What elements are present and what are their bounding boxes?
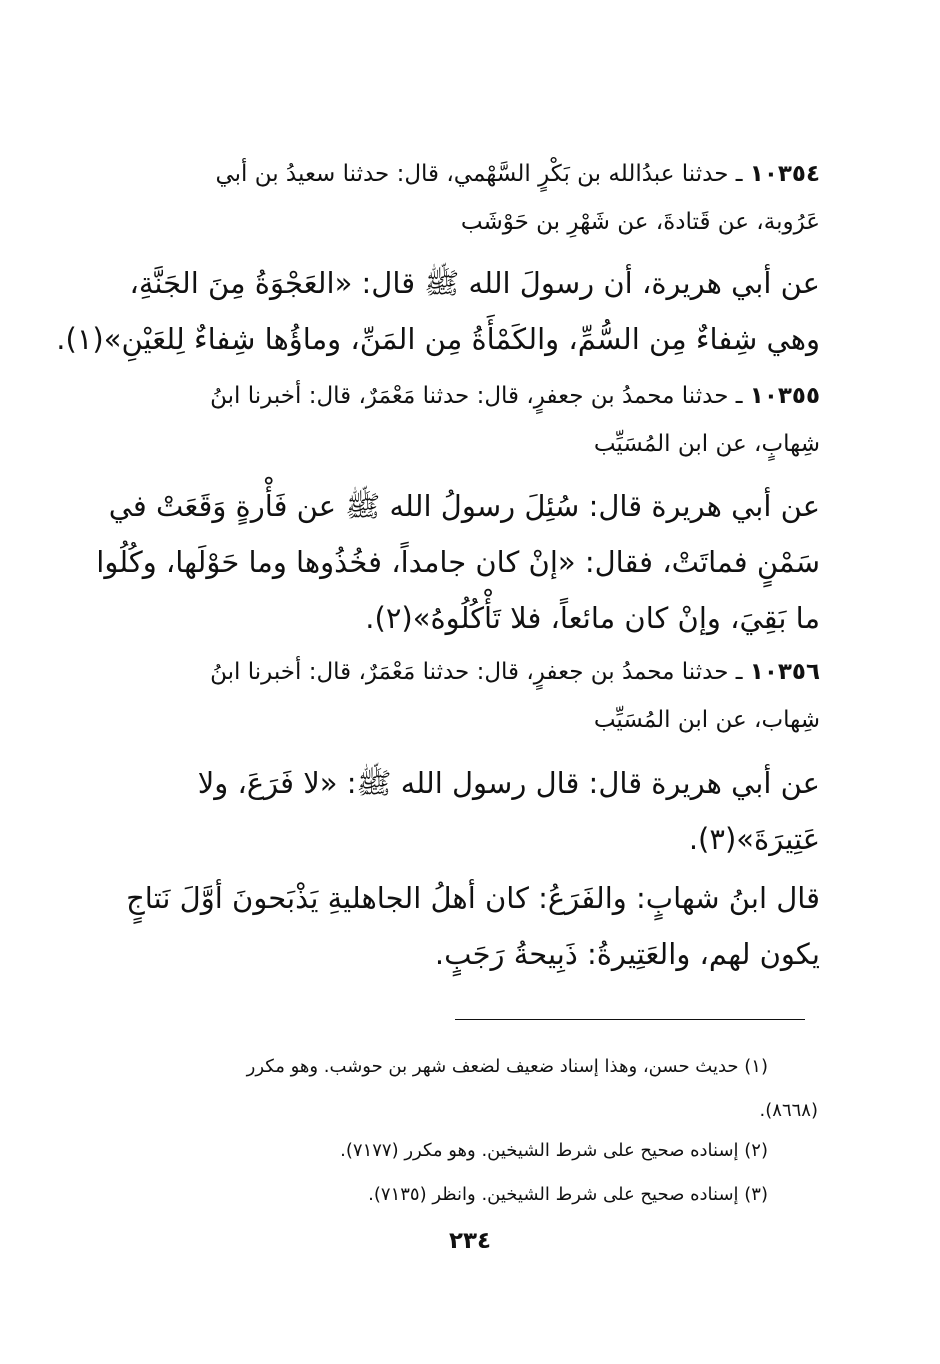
hadith-10355-isnad <box>120 372 820 468</box>
isnad-line <box>120 150 820 198</box>
commentary <box>120 870 820 982</box>
hadith-number: ١٠٣٥٦ <box>749 659 820 685</box>
matn-line: ما بَقِيَ، وإنْ كان مائعاً، فلا تَأْكُلُوهُ»(٢). <box>365 601 820 635</box>
footnote-1: (١) حديث حسن، وهذا إسناد ضعيف لضعف شهر بن حوشب. وهو مكرر <box>246 1056 768 1077</box>
footnote-2: (٢) إسناده صحيح على شرط الشيخين. وهو مكرر (٧١٧٧). <box>340 1140 768 1161</box>
hadith-10356-matn <box>120 755 820 867</box>
matn-line: عَتِيرَةَ»(٣). <box>688 822 820 856</box>
hadith-10356-isnad <box>120 648 820 744</box>
matn-line: سَمْنٍ فماتَتْ، فقال: «إنْ كان جامداً، فخُذُوها وما حَوْلَها، وكُلُوا <box>96 545 820 579</box>
isnad-line: شِهاب، عن ابن المُسَيِّب <box>593 707 820 733</box>
hadith-number: ١٠٣٥٥ <box>749 383 820 409</box>
footnote-1-continued: (٨٦٦٨). <box>759 1100 818 1121</box>
isnad-line <box>120 648 820 696</box>
commentary-line: قال ابنُ شهابٍ: والفَرَعُ: كان أهلُ الجاهليةِ يَذْبَحونَ أوَّلَ نَتاجٍ <box>126 881 820 915</box>
isnad-line: عَرُوبة، عن قَتادةَ، عن شَهْرِ بن حَوْشَب <box>460 209 820 235</box>
matn-line: عن أبي هريرة قال: قال رسول الله ﷺ: «لا فَرَعَ، ولا <box>197 766 820 800</box>
page-number: ٢٣٤ <box>448 1228 492 1254</box>
isnad-text: ـ حدثنا محمدُ بن جعفرٍ، قال: حدثنا مَعْمَرٌ، قال: أخبرنا ابنُ <box>210 659 743 685</box>
hadith-10354-isnad <box>120 150 820 246</box>
isnad-line <box>120 372 820 420</box>
matn-line: عن أبي هريرة قال: سُئِلَ رسولُ الله ﷺ عن فَأْرةٍ وَقَعَتْ في <box>108 489 820 523</box>
hadith-number: ١٠٣٥٤ <box>749 161 820 187</box>
isnad-text: ـ حدثنا محمدُ بن جعفرٍ، قال: حدثنا مَعْمَرٌ، قال: أخبرنا ابنُ <box>210 383 743 409</box>
footnote-3: (٣) إسناده صحيح على شرط الشيخين. وانظر (٧١٣٥). <box>368 1184 768 1205</box>
footnote-separator <box>455 1019 805 1020</box>
matn-line: وهي شِفاءٌ مِن السُّمِّ، والكَمْأَةُ مِن المَنِّ، وماؤُها شِفاءٌ لِلعَيْنِ»(١). <box>56 322 820 356</box>
matn-line: عن أبي هريرة، أن رسولَ الله ﷺ قال: «العَجْوَةُ مِنَ الجَنَّةِ، <box>129 266 820 300</box>
isnad-line: شِهابٍ، عن ابن المُسَيِّب <box>593 431 820 457</box>
commentary-line: يكون لهم، والعَتِيرةُ: ذَبِيحةُ رَجَبٍ. <box>434 937 820 971</box>
isnad-text: ـ حدثنا عبدُالله بن بَكْرٍ السَّهْمي، قال: حدثنا سعيدُ بن أبي <box>215 161 743 187</box>
hadith-10355-matn <box>96 478 820 646</box>
hadith-10354-matn <box>56 255 820 367</box>
